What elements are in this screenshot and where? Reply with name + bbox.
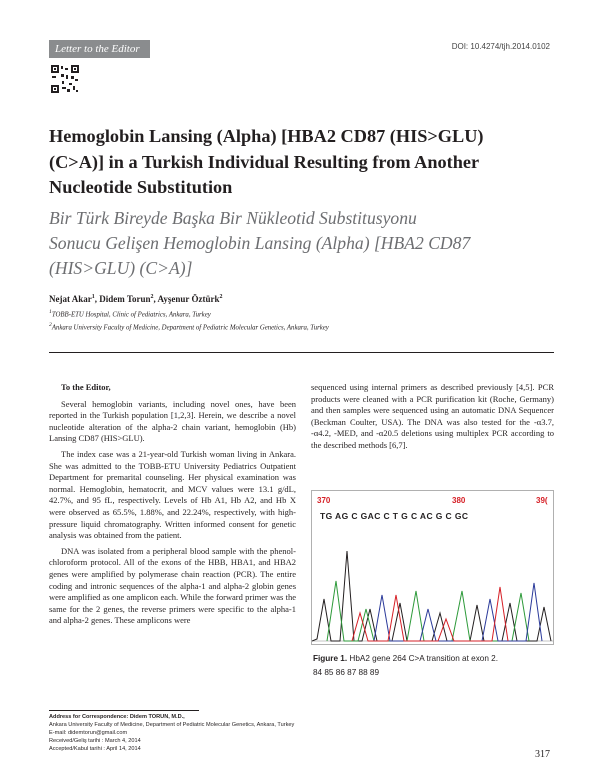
correspondence-email[interactable]: E-mail: didemtorun@gmail.com <box>49 730 128 736</box>
title-tr-line: Bir Türk Bireyde Başka Bir Nükleotid Substitusyonu <box>49 208 417 228</box>
correspondence-line <box>49 713 349 721</box>
page-number: 317 <box>535 749 550 760</box>
caption-label: Figure 1. <box>313 654 348 663</box>
footer-divider <box>49 710 199 711</box>
accepted-date: Accepted/Kabul tarihi : April 14, 2014 <box>49 746 141 752</box>
affiliation-mark: 2 <box>49 322 52 328</box>
title-tr-line: Sonucu Gelişen Hemoglobin Lansing (Alpha) [HBA2 CD87 <box>49 233 471 253</box>
paragraph: Several hemoglobin variants, including novel ones, have been reported in the Turkish population [1,2,3]. Herein, we describe a novel nucleotide alteration of the alpha-2 chain variant, hemoglobin (Hb) Lansing CD87 (HIS>GLU). <box>49 398 296 444</box>
title-tr-line: (HIS>GLU) (C>A)] <box>49 258 193 278</box>
header-divider <box>49 352 554 353</box>
correspondence-block <box>49 713 349 737</box>
figure-chromatogram <box>311 490 554 645</box>
chromatogram-plot <box>312 491 553 644</box>
article-type-badge: Letter to the Editor <box>49 40 150 58</box>
title-en-line: Nucleotide Substitution <box>49 177 233 197</box>
title-en-line: Hemoglobin Lansing (Alpha) [HBA2 CD87 (HIS>GLU) <box>49 126 484 146</box>
title-en-line: (C>A)] in a Turkish Individual Resulting from Another <box>49 151 480 172</box>
caption-line <box>313 652 556 666</box>
qr-code-icon <box>51 65 79 93</box>
affiliation-text: Ankara University Faculty of Medicine, Department of Pediatric Molecular Genetics, Ankara, Turkey <box>51 324 329 332</box>
correspondence-address: Ankara University Faculty of Medicine, Department of Pediatric Molecular Genetics, Ankara, Turkey <box>49 722 295 728</box>
affiliation-2 <box>49 322 329 331</box>
body-column-right <box>311 382 554 456</box>
affiliation-1 <box>49 309 211 318</box>
trace-black <box>312 551 551 641</box>
paragraph: The index case was a 21-year-old Turkish woman living in Ankara. She was admitted to the TOBB-ETU University Pediatrics Outpatient Department for premarital counseling. Her physical examination was normal. Hemoglobin, hematocrit, and MCV values were 13.1 g/dL, 42.7%, and 95 fL, respectively. Levels of Hb A1, Hb A2, and Hb X were observed as 65.5%, 1.88%, and 22.24%, respectively, with high-pressure liquid chromatography. Written informed consent for genetic analysis was obtained from the patient. <box>49 448 296 541</box>
correspondence-label: Address for Correspondence: <box>49 714 130 720</box>
codon-numbers: 84 85 86 87 88 89 <box>313 668 380 677</box>
author-affiliation-mark: 1 <box>91 294 95 300</box>
correspondence-name: Didem TORUN, M.D., <box>129 714 185 720</box>
author-list: Nejat Akar$^1$, Didem Torun$^2$, Ayşenur Öztürk$^2$ <box>49 294 223 304</box>
author-affiliation-mark: 2 <box>219 294 223 300</box>
paragraph: DNA was isolated from a peripheral blood sample with the phenol-chloroform protocol. All of the exons of the HBB, HBA1, and HBA2 genes were amplified by polymerase chain reaction (PCR). The entire coding and intronic sequences of the alpha-1 and alpha-2 globin genes were amplified as one amplicon each. While the forward primer was the same for the 2 genes, the reverse primers were specific to the alpha-1 and alpha-2 genes. These amplicons were <box>49 545 296 626</box>
author-name: Nejat Akar <box>49 294 92 304</box>
position-label-390: 39( <box>536 496 548 505</box>
figure-caption <box>313 652 556 680</box>
position-label-380: 380 <box>452 496 466 505</box>
body-column-left <box>49 382 296 631</box>
author-name: Didem Torun <box>99 294 151 304</box>
received-date: Received/Geliş tarihi : March 4, 2014 <box>49 738 141 744</box>
paragraph: sequenced using internal primers as described previously [4,5]. PCR products were cleaned with a PCR purification kit (Roche, Germany) and then samples were sequenced using an automatic DNA Sequencer (Beckman Coulter, USA). The DNA was also tested for the -α3.7, -α4.2, -MED, and -α20.5 deletions using multiplex PCR according to the described methods [6,7]. <box>311 382 554 450</box>
affiliation-mark: 1 <box>49 309 52 315</box>
doi-text[interactable]: DOI: 10.4274/tjh.2014.0102 <box>451 42 550 51</box>
base-sequence: TG AG C GAC C T G C AC G C GC <box>320 511 469 521</box>
salutation: To the Editor, <box>61 382 111 392</box>
author-affiliation-mark: 2 <box>150 294 154 300</box>
position-label-370: 370 <box>317 496 331 505</box>
caption-text: HbA2 gene 264 C>A transition at exon 2. <box>347 654 499 663</box>
article-title-turkish <box>49 206 554 281</box>
affiliation-text: TOBB-ETU Hospital, Clinic of Pediatrics, Ankara, Turkey <box>51 311 211 319</box>
dates-block <box>49 737 349 753</box>
article-title-english <box>49 124 554 201</box>
author-name: Ayşenur Öztürk <box>157 294 220 304</box>
